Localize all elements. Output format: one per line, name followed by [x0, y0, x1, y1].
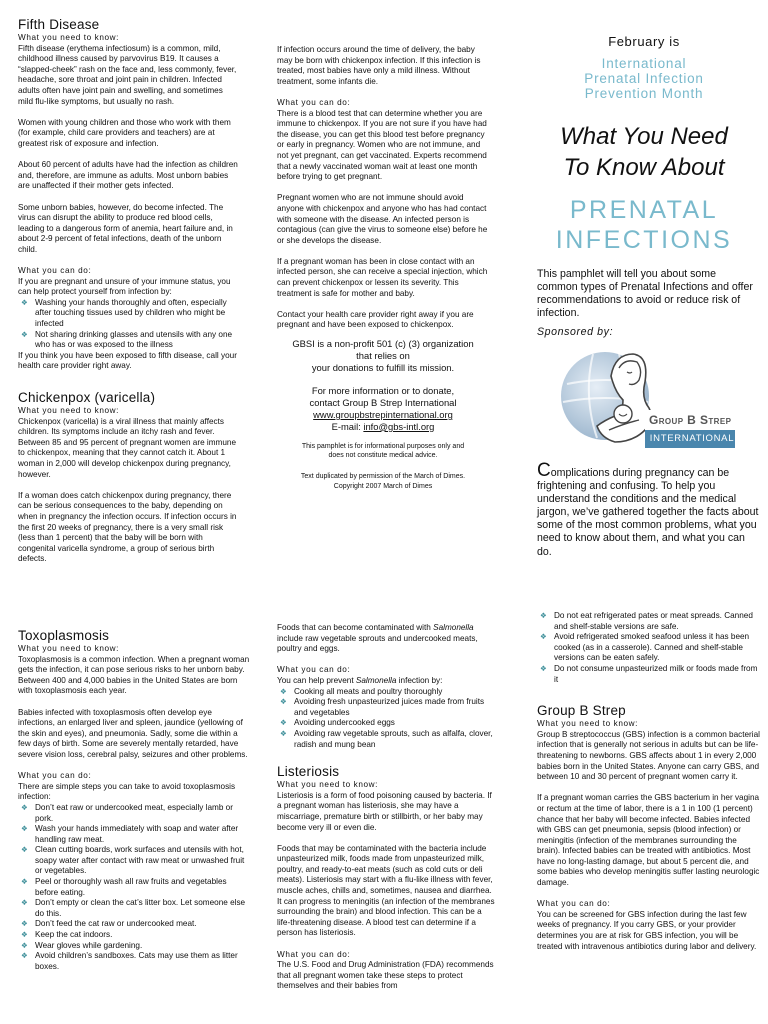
fifth-paragraph-4: Some unborn babies, however, do become infected. The virus can disrupt the ability to produce red blood cells, leading to a dangerous form of anemia, heart failure and, in about 2-9 percent of fetal infections, death of the unborn child.: [18, 202, 233, 254]
cover-big-title-2: INFECTIONS: [555, 226, 733, 254]
toxo-need-subheading: What you need to know:: [18, 644, 120, 653]
cover-big-title-1: PRENATAL: [569, 196, 719, 224]
toxo-paragraph-2: Babies infected with toxoplasmosis often develop eye infections, an enlarged liver and spleen, jaundice (yellowing of the skin and eyes), and pneumonia. Sadly, some die within a few days of birth. Some are severely mentally retarded, have severe vision loss, cerebral palsy, seizures and other problems.: [18, 707, 248, 759]
gbsi-line-2: that relies on: [356, 349, 410, 361]
salmonella-bullet-list: [277, 687, 495, 751]
chickenpox-heading: Chickenpox (varicella): [18, 390, 156, 405]
toxo-paragraph-1: Toxoplasmosis is a common infection. When a pregnant woman gets the infection, it can pose serious risks to her unborn baby. Between 400 and 4,000 babies in the United States are born with toxoplasmosis each year.: [18, 654, 250, 696]
cover-panel: [530, 34, 758, 255]
website-link[interactable]: www.groupbstrepinternational.org: [313, 408, 453, 420]
salmonella-italic: Salmonella: [433, 623, 474, 632]
list-item: ❖ Do not eat refrigerated pates or meat spreads. Canned and shelf-stable versions are safe.: [537, 611, 761, 632]
gbs-paragraph-2: If a pregnant woman carries the GBS bacterium in her vagina or rectum at the time of labor, there is a 1 in 100 (1 percent) chance that her baby will become infected. Babies infected with GBS can get pneumonia, sepsis (blood infection) or meningitis (infection of the membranes surrounding the brain). Infected babies can be treated with antibiotics. Most have no long-lasting damage, but about 5 percent die, and some babies who develop meningitis suffer lasting neurologic damage.: [537, 793, 760, 888]
gbs-paragraph-3: You can be screened for GBS infection during the last few weeks of pregnancy. If you carry GBS, or your provider determines you are at risk for GBS infection, you will be treated with intravenous antibiotics during labor and delivery.: [537, 909, 757, 951]
toxoplasmosis-section: [18, 628, 250, 972]
chickenpox-paragraph-1: Chickenpox (varicella) is a viral illness that mainly affects children. Its symptoms include an itchy rash and fever. Between 85 and 95 percent of pregnant women are immune to chickenpox, meaning that they cannot catch it. About 1 woman in 2,000 will develop chickenpox during pregnancy, however.: [18, 416, 237, 479]
chickenpox-paragraph-6: If a pregnant woman has been in close contact with an infected person, she can receive a special injection, which can prevent chickenpox or lessen its severity. This treatment is safe for mother and baby.: [277, 256, 488, 298]
list-item: ❖ Avoid refrigerated smoked seafood unless it has been cooked (as in a casserole). Canned and shelf-stable versions can be eaten safely.: [537, 632, 761, 664]
email-line: [277, 421, 489, 433]
list-item: ❖ Wash your hands immediately with soap and water after handling raw meat.: [18, 824, 250, 845]
salmonella-prevent-text-b: infection by:: [396, 675, 443, 685]
fifth-bullet-list: [18, 298, 240, 351]
gbsi-line-3: your donations to fulfill its mission.: [311, 361, 455, 373]
gbsi-info-block: [277, 338, 489, 491]
list-item: ❖ Don’t empty or clean the cat’s litter box. Let someone else do this.: [18, 898, 250, 919]
toxoplasmosis-heading: Toxoplasmosis: [18, 628, 110, 643]
disclaimer-line-1: This pamphlet is for informational purposes only and: [301, 442, 465, 450]
gbs-need-subheading: What you need to know:: [537, 719, 639, 729]
toxo-can-subheading: What you can do:: [18, 771, 92, 781]
gbs-international-logo: [553, 346, 736, 450]
drop-cap: C: [537, 460, 551, 481]
listeriosis-heading: Listeriosis: [277, 764, 340, 780]
listeria-tips-list: [537, 611, 761, 685]
salmonella-prevent-text-a: You can help prevent: [277, 675, 356, 685]
cover-month-line-3: Prevention Month: [584, 86, 704, 101]
salmonella-can-subheading: What you can do:: [277, 665, 351, 675]
fifth-can-intro: If you are pregnant and unsure of your immune status, you can help protect yourself from infection by:: [18, 276, 231, 297]
fifth-disease-heading: Fifth Disease: [18, 17, 100, 32]
list-item: ❖ Avoiding raw vegetable sprouts, such as alfalfa, clover, radish and mung bean: [277, 729, 495, 750]
disclaimer-line-2: does not constitute medical advice.: [328, 451, 438, 459]
list-item: ❖ Washing your hands thoroughly and often, especially after touching tissues used by children who might be infected: [18, 298, 240, 330]
toxo-can-intro: There are simple steps you can take to avoid toxoplasmosis infection:: [18, 781, 236, 802]
chickenpox-paragraph-4: There is a blood test that can determine whether you are immune to chickenpox. If you are not sure if you have had the disease, you can get this blood test before pregnancy or early in pregnancy. Women who are not immune, and not yet pregnant, can get vaccinated. Experts recommend that a newly vaccinated woman wait at least one month before trying to get pregnant.: [277, 108, 487, 182]
email-link[interactable]: info@gbs-intl.org: [363, 420, 435, 432]
salmonella-listeriosis-section: [277, 623, 495, 992]
chickenpox-paragraph-2: If a woman does catch chickenpox during pregnancy, there can be serious consequences to the baby, depending on when in pregnancy the infection occurs. If infection occurs in the first 20 weeks of pregnancy, there is a very small risk (less than 1 percent) that the baby will be born with congenital varicella syndrome, a group of serious birth defects.: [18, 490, 237, 564]
gbsi-line-4: For more information or to donate,: [311, 385, 455, 397]
fifth-can-subheading: What you can do:: [18, 266, 92, 276]
sponsored-by-label: Sponsored by:: [537, 326, 614, 338]
list-item: ❖ Peel or thoroughly wash all raw fruits and vegetables before eating.: [18, 877, 250, 898]
cover-february: February is: [608, 34, 680, 49]
listeriosis-paragraph-3: The U.S. Food and Drug Administration (FDA) recommends that all pregnant women take these steps to protect themselves and their babies from: [277, 960, 494, 991]
copyright-line: Copyright 2007 March of Dimes: [333, 482, 433, 490]
fifth-outro: If you think you have been exposed to fifth disease, call your health care provider right away.: [18, 350, 237, 371]
cover-month-line-1: International: [601, 56, 687, 71]
list-item: ❖ Cooking all meats and poultry thoroughly: [277, 687, 495, 698]
salmonella-italic: Salmonella: [355, 675, 397, 685]
fifth-disease-section: [18, 17, 240, 565]
gbs-can-subheading: What you can do:: [537, 899, 611, 909]
cover-month-line-2: Prenatal Infection: [584, 71, 704, 86]
listeriosis-need-subheading: What you need to know:: [277, 780, 379, 790]
fifth-paragraph-3: About 60 percent of adults have had the infection as children and, therefore, are immune as adults. Most unborn babies are unaffected if their mother gets infected.: [18, 160, 238, 191]
gbsi-line-5: contact Group B Strep International: [309, 397, 457, 409]
salmonella-prevent: [277, 676, 495, 687]
cover-headline-2: To Know About: [563, 154, 725, 181]
toxo-bullet-list: [18, 803, 250, 973]
listeriosis-paragraph-2: Foods that may be contaminated with the bacteria include unpasteurized milk, foods made from unpasteurized milk, poultry, and ready-to-eat meats (such as cold cuts or deli meats). Listeriosis may start with a flu-like illness with fever, muscle aches, chills and, sometimes, nausea and diarrhea. It can progress to meningitis (an infection of the membranes surrounding the brain) and blood infection. This can be a life-threatening disease. A blood test can determine if a person has listeriosis.: [277, 843, 495, 938]
chickenpox-paragraph-5: Pregnant women who are not immune should avoid anyone with chickenpox and anyone who has had contact with someone with the disease. An infected person is contagious (can give the virus to someone else) before he or she develops the disease.: [277, 193, 488, 245]
fifth-need-subheading: What you need to know:: [18, 33, 120, 42]
email-label: E-mail:: [331, 420, 364, 432]
gbsi-line-1: GBSI is a non-profit 501 (c) (3) organization: [292, 338, 474, 349]
list-item: ❖ Clean cutting boards, work surfaces and utensils with hot, soapy water after contact with raw meat or unwashed fruit or vegetables.: [18, 845, 250, 877]
listeriosis-paragraph-1: Listeriosis is a form of food poisoning caused by bacteria. If a pregnant woman has listeriosis, she may have a miscarriage, premature birth or stillbirth, or her baby may become very ill or even die.: [277, 790, 492, 832]
listeriosis-can-subheading: What you can do:: [277, 949, 351, 959]
chickenpox-need-subheading: What you need to know:: [18, 406, 120, 415]
chickenpox-continued-section: [277, 45, 489, 331]
chickenpox-paragraph-3: If infection occurs around the time of delivery, the baby may be born with chickenpox infection. If this infection is treated, most babies have only a mild illness. Without treatment, some infants die.: [277, 45, 481, 86]
cover-headline-1: What You Need: [560, 123, 728, 150]
listeria-tips-and-gbs-section: [537, 611, 761, 952]
fifth-paragraph-1: Fifth disease (erythema infectiosum) is a common, mild, childhood illness caused by parvovirus B19. It causes a “slapped-cheek” rash on the face and, less commonly, fever, headache, sore throat and joint pain in children. Infected adults often have joint pain and swelling, and sometimes mild flu-like symptoms, but usually no rash.: [18, 43, 237, 106]
list-item: ❖ Wear gloves while gardening.: [18, 941, 250, 952]
list-item: ❖ Not sharing drinking glasses and utensils with any one who has or was exposed to the illness: [18, 330, 240, 351]
gbs-paragraph-1: Group B streptococcus (GBS) infection is a common bacterial infection that is generally not serious in adults but can be life-threatening to newborns. GBS affects about 1 in every 2,000 babies born in the United States. Anyone can carry GBS, and between 10 and 30 percent of pregnant women carry it.: [537, 729, 760, 782]
chickenpox-paragraph-7: Contact your health care provider right away if you are pregnant and have been exposed to chickenpox.: [277, 309, 474, 330]
complications-intro: [537, 460, 759, 559]
list-item: ❖ Avoid children’s sandboxes. Cats may use them as litter boxes.: [18, 951, 250, 972]
salmonella-foods-text-b: include raw vegetable sprouts and undercooked meats, poultry and eggs.: [277, 633, 478, 654]
list-item: ❖ Avoiding undercooked eggs: [277, 718, 495, 729]
group-b-strep-heading: Group B Strep: [537, 703, 626, 719]
list-item: ❖ Don’t eat raw or undercooked meat, especially lamb or pork.: [18, 803, 250, 824]
chickenpox-can-subheading: What you can do:: [277, 97, 351, 107]
list-item: ❖ Avoiding fresh unpasteurized juices made from fruits and vegetables: [277, 697, 495, 718]
salmonella-foods-text-a: Foods that can become contaminated with: [277, 623, 434, 632]
list-item: ❖ Don’t feed the cat raw or undercooked meat.: [18, 919, 250, 930]
permission-line: Text duplicated by permission of the March of Dimes.: [300, 473, 466, 481]
cover-intro: This pamphlet will tell you about some common types of Prenatal Infections and offer recommendations to avoid or reduce risk of infection.: [537, 268, 753, 319]
fifth-paragraph-2: Women with young children and those who work with them (for example, child care providers and teachers) are at greatest risk of exposure and infection.: [18, 117, 231, 148]
logo-text-line-2: INTERNATIONAL: [649, 433, 735, 444]
logo-text-line-1: Group B Strep: [649, 413, 732, 427]
salmonella-foods: [277, 623, 495, 655]
complications-text: omplications during pregnancy can be frightening and confusing. To help you understand the conditions and the medical jargon, we’ve gathered together the facts about some of the most common problems, what you need to know about them, and what you can do.: [537, 467, 759, 558]
list-item: ❖ Do not consume unpasteurized milk or foods made from it: [537, 664, 761, 685]
list-item: ❖ Keep the cat indoors.: [18, 930, 250, 941]
